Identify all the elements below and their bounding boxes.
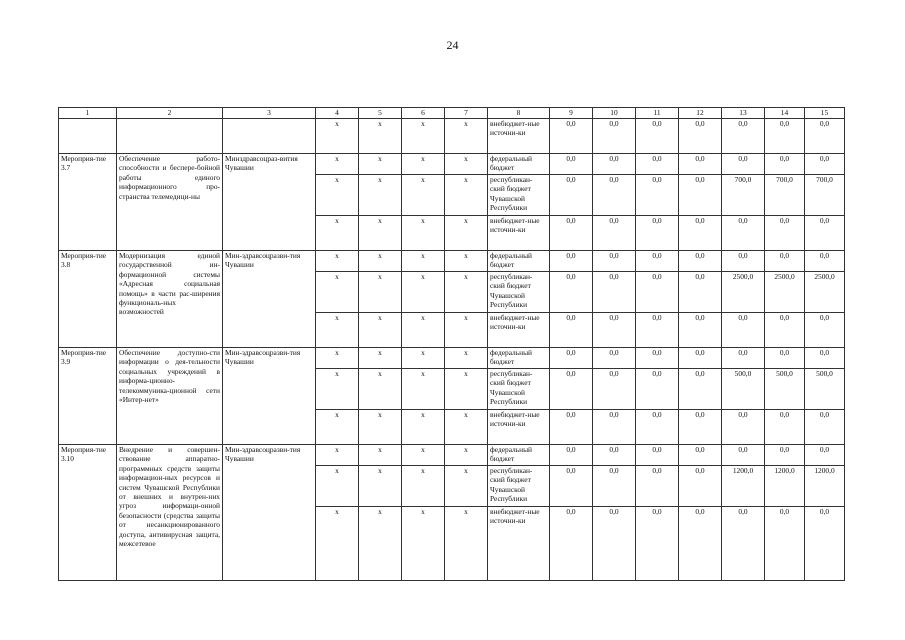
measure-id-cell: Мероприя-тие 3.10 [59, 445, 117, 581]
x-mark: x [445, 348, 488, 369]
value-cell: 0,0 [805, 445, 845, 466]
column-header: 6 [402, 108, 445, 119]
funding-source: федеральный бюджет [488, 251, 550, 272]
x-mark: x [316, 445, 359, 466]
value-cell: 0,0 [593, 175, 636, 216]
funding-source: республикан-ский бюджет Чувашской Республики [488, 175, 550, 216]
table-row [59, 348, 845, 369]
value-cell: 0,0 [550, 348, 593, 369]
value-cell: 0,0 [636, 119, 679, 154]
value-cell: 0,0 [679, 410, 722, 445]
table-row [59, 251, 845, 272]
value-cell: 0,0 [593, 369, 636, 410]
value-cell: 500,0 [722, 369, 765, 410]
value-cell: 0,0 [805, 507, 845, 581]
value-cell: 0,0 [636, 348, 679, 369]
value-cell: 0,0 [636, 369, 679, 410]
x-mark: x [316, 154, 359, 175]
value-cell: 0,0 [550, 466, 593, 507]
value-cell: 700,0 [805, 175, 845, 216]
value-cell: 0,0 [765, 445, 805, 466]
value-cell: 0,0 [679, 445, 722, 466]
x-mark: x [359, 313, 402, 348]
column-header: 1 [59, 108, 117, 119]
value-cell: 0,0 [636, 410, 679, 445]
x-mark: x [445, 507, 488, 581]
value-cell: 0,0 [765, 507, 805, 581]
value-cell: 0,0 [593, 348, 636, 369]
value-cell: 0,0 [550, 216, 593, 251]
x-mark: x [316, 251, 359, 272]
value-cell: 0,0 [805, 410, 845, 445]
value-cell: 0,0 [805, 313, 845, 348]
x-mark: x [316, 369, 359, 410]
x-mark: x [402, 175, 445, 216]
value-cell: 0,0 [765, 251, 805, 272]
value-cell: 0,0 [722, 154, 765, 175]
value-cell: 0,0 [679, 348, 722, 369]
value-cell: 500,0 [765, 369, 805, 410]
value-cell: 0,0 [679, 313, 722, 348]
continued-row [59, 119, 845, 154]
x-mark: x [445, 445, 488, 466]
funding-source: федеральный бюджет [488, 445, 550, 466]
value-cell: 0,0 [636, 466, 679, 507]
x-mark: x [316, 272, 359, 313]
funding-source: внебюджет-ные источни-ки [488, 119, 550, 154]
value-cell: 1200,0 [722, 466, 765, 507]
measure-name-cell: Модернизация единой государственной ин-формационной системы «Адресная социальная помощь» в части рас-ширения функциональ-ных возможностей [117, 251, 223, 348]
column-header: 9 [550, 108, 593, 119]
value-cell: 0,0 [550, 251, 593, 272]
value-cell: 0,0 [636, 507, 679, 581]
x-mark: x [359, 272, 402, 313]
x-mark: x [402, 445, 445, 466]
column-header: 2 [117, 108, 223, 119]
value-cell: 0,0 [636, 216, 679, 251]
x-mark: x [402, 154, 445, 175]
value-cell: 0,0 [722, 216, 765, 251]
value-cell: 0,0 [722, 119, 765, 154]
value-cell: 0,0 [593, 507, 636, 581]
value-cell: 0,0 [805, 119, 845, 154]
value-cell: 0,0 [722, 445, 765, 466]
x-mark: x [445, 251, 488, 272]
x-mark: x [402, 369, 445, 410]
value-cell: 0,0 [722, 348, 765, 369]
column-header: 4 [316, 108, 359, 119]
funding-source: внебюджет-ные источни-ки [488, 410, 550, 445]
value-cell: 0,0 [679, 154, 722, 175]
x-mark: x [445, 175, 488, 216]
value-cell: 700,0 [765, 175, 805, 216]
x-mark: x [316, 466, 359, 507]
value-cell: 0,0 [765, 313, 805, 348]
value-cell: 0,0 [679, 251, 722, 272]
x-mark: x [402, 119, 445, 154]
column-header: 13 [722, 108, 765, 119]
x-mark: x [402, 507, 445, 581]
value-cell: 0,0 [636, 251, 679, 272]
funding-source: федеральный бюджет [488, 154, 550, 175]
value-cell: 0,0 [550, 410, 593, 445]
value-cell: 0,0 [679, 216, 722, 251]
column-header: 5 [359, 108, 402, 119]
value-cell: 0,0 [636, 313, 679, 348]
x-mark: x [316, 348, 359, 369]
value-cell: 0,0 [636, 445, 679, 466]
value-cell: 0,0 [636, 175, 679, 216]
value-cell: 0,0 [805, 154, 845, 175]
value-cell: 0,0 [679, 272, 722, 313]
funding-source: внебюджет-ные источни-ки [488, 313, 550, 348]
value-cell: 0,0 [550, 272, 593, 313]
value-cell: 0,0 [805, 216, 845, 251]
value-cell: 0,0 [593, 313, 636, 348]
value-cell: 0,0 [593, 251, 636, 272]
value-cell: 0,0 [636, 154, 679, 175]
x-mark: x [316, 507, 359, 581]
value-cell: 0,0 [550, 313, 593, 348]
column-header: 7 [445, 108, 488, 119]
value-cell: 0,0 [722, 507, 765, 581]
x-mark: x [445, 154, 488, 175]
value-cell: 0,0 [679, 369, 722, 410]
funding-source: республикан-ский бюджет Чувашской Республики [488, 272, 550, 313]
table-row [59, 154, 845, 175]
x-mark: x [316, 313, 359, 348]
x-mark: x [402, 410, 445, 445]
x-mark: x [402, 272, 445, 313]
value-cell: 0,0 [550, 154, 593, 175]
x-mark: x [445, 313, 488, 348]
executor-cell: Мин-здравсоцразви-тия Чувашии [223, 251, 316, 348]
column-header: 8 [488, 108, 550, 119]
value-cell: 0,0 [722, 251, 765, 272]
column-header: 14 [765, 108, 805, 119]
value-cell: 1200,0 [765, 466, 805, 507]
funding-source: республикан-ский бюджет Чувашской Республики [488, 369, 550, 410]
value-cell: 0,0 [679, 466, 722, 507]
executor-cell: Минздравсоцраз-вития Чувашии [223, 154, 316, 251]
value-cell: 1200,0 [805, 466, 845, 507]
x-mark: x [402, 313, 445, 348]
value-cell: 0,0 [805, 348, 845, 369]
value-cell: 0,0 [765, 154, 805, 175]
measure-name-cell: Внедрение и совершен-ствование аппаратно-программных средств защиты информацион-ных ресурсов и систем Чувашской Республики от внешних и внутрен-них угроз информаци-онной безопасности (средства защиты от несанкционированного доступа, антивирусная защита, межсетевое [117, 445, 223, 581]
measure-name-cell: Обеспечение доступно-сти информации о дея-тельности социальных учреждений в информа-ционно-телекоммуника-ционной сети «Интер-нет» [117, 348, 223, 445]
x-mark: x [359, 251, 402, 272]
column-header: 3 [223, 108, 316, 119]
value-cell: 0,0 [550, 369, 593, 410]
value-cell: 0,0 [722, 410, 765, 445]
value-cell: 0,0 [593, 272, 636, 313]
value-cell: 0,0 [722, 313, 765, 348]
value-cell: 2500,0 [805, 272, 845, 313]
value-cell: 0,0 [593, 119, 636, 154]
x-mark: x [445, 369, 488, 410]
value-cell: 0,0 [636, 272, 679, 313]
x-mark: x [359, 119, 402, 154]
header-row [59, 108, 845, 119]
column-header: 12 [679, 108, 722, 119]
executor-cell: Мин-здравсоцразви-тия Чувашии [223, 445, 316, 581]
x-mark: x [359, 348, 402, 369]
x-mark: x [359, 175, 402, 216]
x-mark: x [445, 216, 488, 251]
funding-source: республикан-ский бюджет Чувашской Республики [488, 466, 550, 507]
value-cell: 0,0 [765, 119, 805, 154]
x-mark: x [402, 216, 445, 251]
x-mark: x [445, 410, 488, 445]
x-mark: x [445, 272, 488, 313]
x-mark: x [402, 466, 445, 507]
value-cell: 0,0 [679, 119, 722, 154]
measure-id-cell [59, 119, 117, 154]
value-cell: 0,0 [593, 154, 636, 175]
value-cell: 0,0 [765, 348, 805, 369]
executor-cell [223, 119, 316, 154]
value-cell: 0,0 [593, 216, 636, 251]
value-cell: 0,0 [593, 410, 636, 445]
column-header: 11 [636, 108, 679, 119]
value-cell: 0,0 [593, 445, 636, 466]
x-mark: x [359, 445, 402, 466]
table-row [59, 445, 845, 466]
x-mark: x [316, 119, 359, 154]
x-mark: x [316, 216, 359, 251]
column-header: 15 [805, 108, 845, 119]
value-cell: 0,0 [550, 445, 593, 466]
funding-source: федеральный бюджет [488, 348, 550, 369]
x-mark: x [445, 466, 488, 507]
column-header: 10 [593, 108, 636, 119]
measure-id-cell: Мероприя-тие 3.9 [59, 348, 117, 445]
x-mark: x [359, 369, 402, 410]
value-cell: 0,0 [550, 507, 593, 581]
value-cell: 0,0 [550, 175, 593, 216]
value-cell: 0,0 [679, 507, 722, 581]
value-cell: 0,0 [593, 466, 636, 507]
value-cell: 2500,0 [722, 272, 765, 313]
x-mark: x [359, 410, 402, 445]
value-cell: 0,0 [550, 119, 593, 154]
value-cell: 0,0 [805, 251, 845, 272]
budget-table [58, 107, 845, 581]
funding-source: внебюджет-ные источни-ки [488, 507, 550, 581]
value-cell: 0,0 [765, 216, 805, 251]
x-mark: x [402, 348, 445, 369]
x-mark: x [359, 507, 402, 581]
measure-id-cell: Мероприя-тие 3.7 [59, 154, 117, 251]
x-mark: x [359, 466, 402, 507]
x-mark: x [359, 154, 402, 175]
value-cell: 700,0 [722, 175, 765, 216]
x-mark: x [402, 251, 445, 272]
x-mark: x [316, 175, 359, 216]
x-mark: x [316, 410, 359, 445]
x-mark: x [445, 119, 488, 154]
funding-source: внебюджет-ные источни-ки [488, 216, 550, 251]
value-cell: 500,0 [805, 369, 845, 410]
value-cell: 2500,0 [765, 272, 805, 313]
measure-id-cell: Мероприя-тие 3.8 [59, 251, 117, 348]
measure-name-cell: Обеспечение работо-способности и беспере-бойной работы единого информационного про-странства телемедици-ны [117, 154, 223, 251]
page-number: 24 [446, 38, 459, 52]
value-cell: 0,0 [679, 175, 722, 216]
executor-cell: Мин-здравсоцразви-тия Чувашии [223, 348, 316, 445]
value-cell: 0,0 [765, 410, 805, 445]
measure-name-cell [117, 119, 223, 154]
x-mark: x [359, 216, 402, 251]
